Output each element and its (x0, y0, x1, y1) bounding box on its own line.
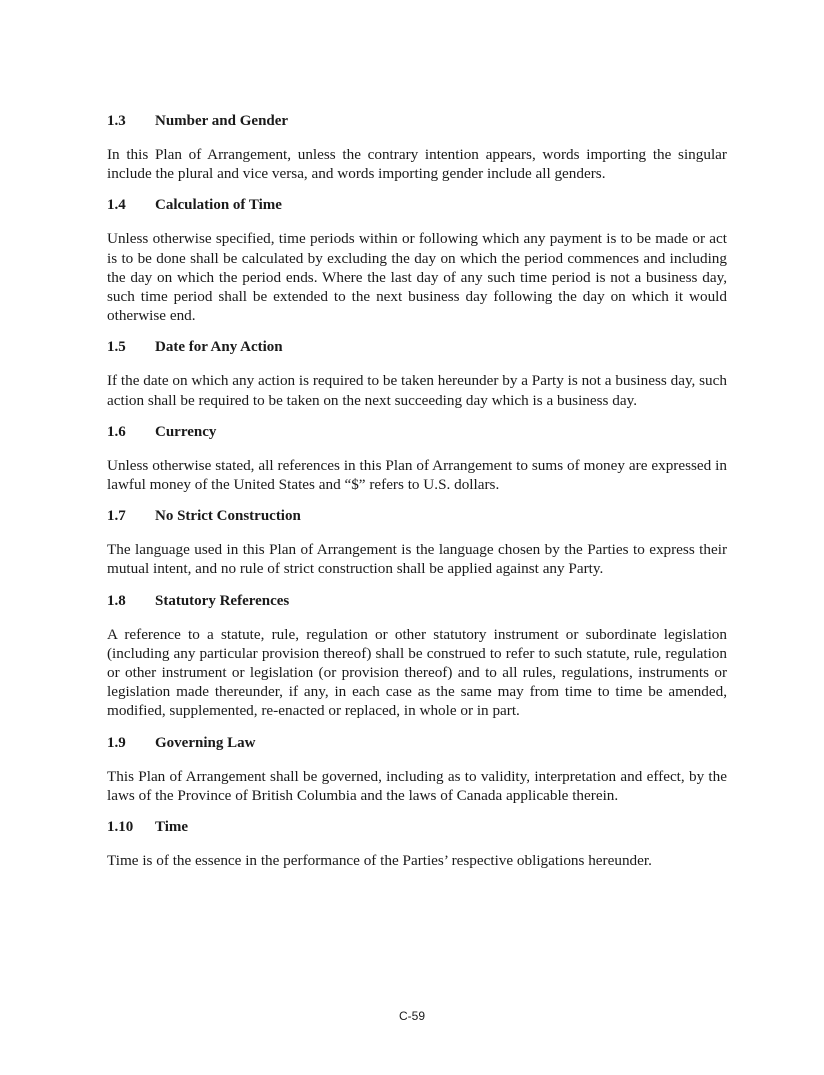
section-text: If the date on which any action is required to be taken hereunder by a Party is not a business day, such action shall be required to be taken on the next succeeding day which is a business day. (107, 372, 727, 409)
section-1-9 (107, 733, 727, 805)
section-heading (107, 337, 727, 357)
section-heading (107, 733, 727, 753)
section-title: Currency (155, 423, 217, 440)
section-title: Time (155, 819, 189, 836)
section-title: Calculation of Time (155, 197, 282, 214)
section-title: Statutory References (155, 592, 290, 609)
document-body (107, 111, 727, 882)
section-number: 1.8 (107, 592, 126, 609)
section-text: In this Plan of Arrangement, unless the contrary intention appears, words importing the singular include the plural and vice versa, and words importing gender include all genders. (107, 146, 727, 183)
section-1-6 (107, 422, 727, 494)
section-number: 1.3 (107, 113, 126, 129)
section-heading (107, 111, 727, 131)
section-1-3 (107, 111, 727, 183)
section-number: 1.7 (107, 508, 126, 525)
section-text: A reference to a statute, rule, regulation or other statutory instrument or subordinate legislation (including any particular provision thereof) shall be construed to refer to such statute, rule, regulation or other instrument or legislation (or provision thereof) and to all rules, regulations, instruments or legislation made thereunder, if any, in each case as the same may from time to time be amended, modified, supplemented, re-enacted or replaced, in whole or in part. (107, 625, 727, 720)
section-number: 1.5 (107, 339, 126, 356)
section-number: 1.10 (107, 819, 134, 836)
section-1-5 (107, 337, 727, 409)
section-text: The language used in this Plan of Arrangement is the language chosen by the Parties to express their mutual intent, and no rule of strict construction shall be applied against any Party. (107, 541, 727, 578)
section-title: Governing Law (155, 734, 256, 751)
section-text: Time is of the essence in the performance of the Parties’ respective obligations hereunder. (107, 852, 652, 870)
section-text: This Plan of Arrangement shall be governed, including as to validity, interpretation and effect, by the laws of the Province of British Columbia and the laws of Canada applicable therein. (107, 767, 727, 804)
section-title: Date for Any Action (155, 339, 283, 356)
section-heading (107, 195, 727, 215)
page-number: C-59 (398, 1009, 425, 1023)
section-1-7 (107, 506, 727, 578)
section-1-4 (107, 195, 727, 325)
section-number: 1.6 (107, 423, 126, 440)
section-number: 1.4 (107, 197, 126, 214)
section-heading (107, 506, 727, 526)
section-title: No Strict Construction (155, 508, 301, 525)
section-title: Number and Gender (155, 113, 289, 129)
section-1-8 (107, 591, 727, 721)
section-heading (107, 422, 727, 442)
section-1-10 (107, 817, 727, 870)
section-text: Unless otherwise specified, time periods within or following which any payment is to be made or act is to be done shall be calculated by excluding the day on which the period commences and including the day on which the period ends. Where the last day of any such time period is not a business day, such time period shall be extended to the next business day following the day on which it would otherwise end. (107, 230, 727, 325)
section-heading (107, 591, 727, 611)
section-heading (107, 817, 727, 837)
section-text: Unless otherwise stated, all references in this Plan of Arrangement to sums of money are expressed in lawful money of the United States and “$” refers to U.S. dollars. (107, 456, 727, 494)
section-number: 1.9 (107, 734, 126, 751)
